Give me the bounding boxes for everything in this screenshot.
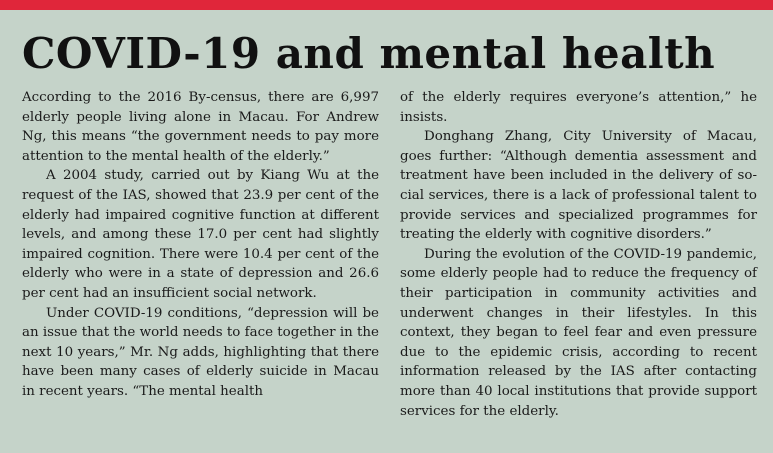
paragraph: During the evolution of the COVID-19 pandemic, some elderly people had to reduce the frequency of their participation in community activities and underwent changes in their lifestyles. In this context, they began to feel fear and even pressure due to the epidemic crisis, according to recent information released by the IAS after contacting more than 40 local institutions that provide support services for the elderly.: [400, 246, 757, 419]
article-body: [22, 88, 757, 440]
top-accent-bar: [0, 0, 773, 10]
paragraph: According to the 2016 By-census, there are 6,997 elderly people living alone in Macau. For Andrew Ng, this means “the government needs to pay more attention to the mental health of the elderly.”: [22, 90, 379, 164]
paragraph-continuation: of the elderly requires everyone’s attention,” he insists.: [400, 90, 757, 125]
paragraph: Under COVID-19 conditions, “depression will be an issue that the world needs to face together in the next 10 years,” Mr. Ng adds, highlighting that there have been many cases of elderly suicide in Macau in recent years. “The mental health: [22, 305, 379, 399]
paragraph: A 2004 study, carried out by Kiang Wu at the request of the IAS, showed that 23.9 per cent of the elderly had impaired cognitive function at different levels, and among these 17.0 per cent had slightly impaired cognition. There were 10.4 per cent of the elderly who were in a state of depression and 26.6 per cent had an insufficient social network.: [22, 168, 379, 301]
article-headline: COVID-19 and mental health: [22, 29, 716, 78]
paragraph: Donghang Zhang, City University of Macau, goes further: “Although dementia assessment and treatment have been included in the delivery of social services, there is a lack of professional talent to provide services and specialized programmes for treating the elderly with cognitive disorders.”: [400, 129, 757, 243]
left-column: [22, 88, 379, 440]
right-column: [400, 88, 757, 440]
